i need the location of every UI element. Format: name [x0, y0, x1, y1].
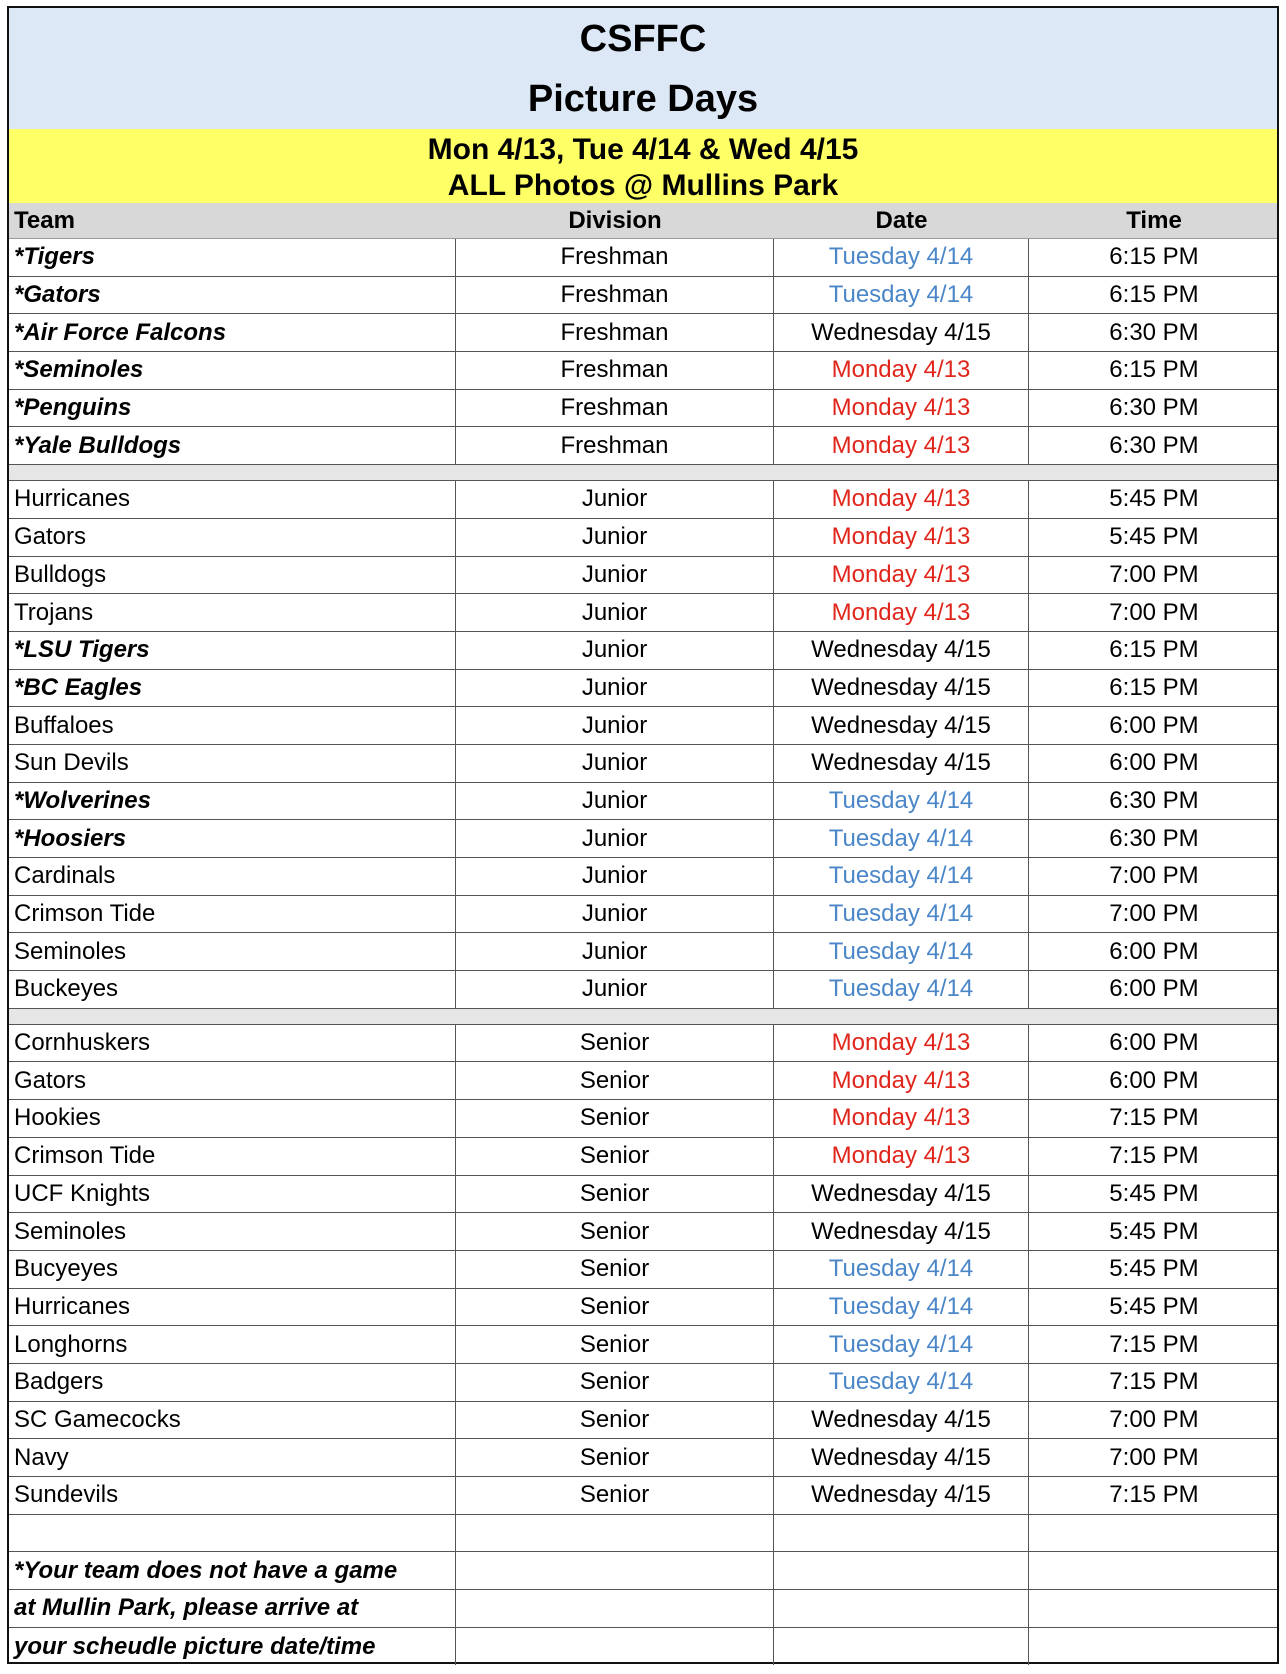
time-cell: 7:00 PM	[1109, 560, 1199, 588]
time-cell: 7:15 PM	[1109, 1368, 1199, 1396]
time-cell: 5:45 PM	[1109, 1255, 1199, 1283]
team-cell: Sundevils	[9, 1477, 456, 1514]
time-cell: 7:00 PM	[1109, 862, 1199, 890]
time-cell: 5:45 PM	[1109, 1179, 1199, 1207]
division-cell: Junior	[456, 971, 774, 1008]
division-separator	[9, 1009, 1277, 1025]
table-row	[9, 896, 1277, 934]
table-row	[9, 1138, 1277, 1176]
footnote-text: your scheudle picture date/time	[9, 1628, 456, 1666]
empty-cell	[1029, 1515, 1279, 1552]
empty-cell	[1029, 1590, 1279, 1627]
schedule-table-body	[9, 239, 1277, 1665]
time-cell: 6:30 PM	[1109, 318, 1199, 346]
division-cell: Senior	[456, 1364, 774, 1401]
team-cell: *Wolverines	[9, 783, 456, 820]
division-separator	[9, 465, 1277, 481]
table-row	[9, 858, 1277, 896]
team-cell: Crimson Tide	[9, 896, 456, 933]
table-row	[9, 1213, 1277, 1251]
table-row	[9, 632, 1277, 670]
page-title: Picture Days	[527, 78, 759, 120]
empty-cell	[774, 1515, 1029, 1552]
date-cell: Monday 4/13	[774, 352, 1029, 389]
table-row	[9, 277, 1277, 315]
date-cell: Monday 4/13	[774, 390, 1029, 427]
time-cell: 6:00 PM	[1109, 1066, 1199, 1094]
table-row	[9, 352, 1277, 390]
team-cell: Navy	[9, 1439, 456, 1476]
time-cell: 6:30 PM	[1109, 431, 1199, 459]
division-cell: Junior	[456, 481, 774, 518]
table-row	[9, 481, 1277, 519]
division-cell: Junior	[456, 933, 774, 970]
footnote-row	[9, 1628, 1277, 1666]
table-row	[9, 1326, 1277, 1364]
time-cell: 6:00 PM	[1109, 1029, 1199, 1057]
table-row	[9, 1364, 1277, 1402]
time-cell: 7:15 PM	[1109, 1104, 1199, 1132]
division-cell: Junior	[456, 519, 774, 556]
table-row	[9, 1289, 1277, 1327]
division-cell: Senior	[456, 1326, 774, 1363]
banner-dates: Mon 4/13, Tue 4/14 & Wed 4/15	[427, 133, 859, 166]
time-cell: 6:15 PM	[1109, 243, 1199, 271]
division-cell: Senior	[456, 1251, 774, 1288]
empty-cell	[456, 1515, 774, 1552]
date-cell: Monday 4/13	[774, 481, 1029, 518]
division-cell: Junior	[456, 632, 774, 669]
banner-location: ALL Photos @ Mullins Park	[447, 169, 839, 202]
table-row	[9, 427, 1277, 465]
time-cell: 6:15 PM	[1109, 636, 1199, 664]
date-cell: Tuesday 4/14	[774, 896, 1029, 933]
time-cell: 7:00 PM	[1109, 1443, 1199, 1471]
table-row	[9, 670, 1277, 708]
table-row	[9, 314, 1277, 352]
date-cell: Tuesday 4/14	[774, 783, 1029, 820]
team-cell: *Air Force Falcons	[9, 314, 456, 351]
time-cell: 7:00 PM	[1109, 900, 1199, 928]
time-cell: 6:15 PM	[1109, 356, 1199, 384]
time-cell: 6:30 PM	[1109, 394, 1199, 422]
table-row	[9, 1176, 1277, 1214]
team-cell: Seminoles	[9, 1213, 456, 1250]
division-cell: Freshman	[456, 314, 774, 351]
division-cell: Senior	[456, 1213, 774, 1250]
table-row	[9, 1477, 1277, 1515]
time-cell: 5:45 PM	[1109, 523, 1199, 551]
table-row	[9, 707, 1277, 745]
date-cell: Tuesday 4/14	[774, 1289, 1029, 1326]
division-cell: Freshman	[456, 390, 774, 427]
table-row	[9, 1439, 1277, 1477]
date-cell: Tuesday 4/14	[774, 971, 1029, 1008]
team-cell: Bucyeyes	[9, 1251, 456, 1288]
empty-cell	[1029, 1552, 1279, 1589]
empty-cell	[456, 1590, 774, 1627]
team-cell: Buffaloes	[9, 707, 456, 744]
team-cell: *BC Eagles	[9, 670, 456, 707]
footnote-text: *Your team does not have a game	[9, 1552, 456, 1589]
division-cell: Senior	[456, 1289, 774, 1326]
team-cell: Sun Devils	[9, 745, 456, 782]
time-cell: 7:00 PM	[1109, 598, 1199, 626]
division-cell: Junior	[456, 707, 774, 744]
time-cell: 7:15 PM	[1109, 1142, 1199, 1170]
table-row	[9, 1402, 1277, 1440]
time-cell: 5:45 PM	[1109, 1217, 1199, 1245]
division-cell: Senior	[456, 1100, 774, 1137]
date-cell: Monday 4/13	[774, 1025, 1029, 1062]
division-cell: Junior	[456, 896, 774, 933]
time-cell: 6:00 PM	[1109, 937, 1199, 965]
time-cell: 6:00 PM	[1109, 749, 1199, 777]
table-row	[9, 1251, 1277, 1289]
date-cell: Tuesday 4/14	[774, 239, 1029, 276]
date-cell: Monday 4/13	[774, 1062, 1029, 1099]
table-row	[9, 390, 1277, 428]
date-cell: Tuesday 4/14	[774, 820, 1029, 857]
team-cell: *Penguins	[9, 390, 456, 427]
time-cell: 6:15 PM	[1109, 281, 1199, 309]
division-cell: Freshman	[456, 427, 774, 464]
time-cell: 5:45 PM	[1109, 485, 1199, 513]
team-cell: Crimson Tide	[9, 1138, 456, 1175]
date-cell: Wednesday 4/15	[774, 1402, 1029, 1439]
date-cell: Wednesday 4/15	[774, 670, 1029, 707]
date-cell: Monday 4/13	[774, 1100, 1029, 1137]
date-cell: Tuesday 4/14	[774, 277, 1029, 314]
time-cell: 7:15 PM	[1109, 1330, 1199, 1358]
team-cell: Cornhuskers	[9, 1025, 456, 1062]
division-cell: Junior	[456, 594, 774, 631]
date-cell: Wednesday 4/15	[774, 1176, 1029, 1213]
date-cell: Monday 4/13	[774, 594, 1029, 631]
date-cell: Tuesday 4/14	[774, 1326, 1029, 1363]
division-cell: Senior	[456, 1025, 774, 1062]
team-cell: *Seminoles	[9, 352, 456, 389]
table-row	[9, 1100, 1277, 1138]
table-row	[9, 933, 1277, 971]
team-cell: Seminoles	[9, 933, 456, 970]
division-cell: Senior	[456, 1402, 774, 1439]
table-row	[9, 557, 1277, 595]
team-cell: Trojans	[9, 594, 456, 631]
time-cell: 6:30 PM	[1109, 786, 1199, 814]
table-row	[9, 745, 1277, 783]
time-cell: 6:15 PM	[1109, 673, 1199, 701]
division-cell: Junior	[456, 783, 774, 820]
date-cell: Tuesday 4/14	[774, 858, 1029, 895]
table-row	[9, 519, 1277, 557]
division-cell: Junior	[456, 557, 774, 594]
date-cell: Monday 4/13	[774, 557, 1029, 594]
empty-cell	[774, 1552, 1029, 1589]
date-cell: Monday 4/13	[774, 1138, 1029, 1175]
footnote-text: at Mullin Park, please arrive at	[9, 1590, 456, 1627]
team-cell: *LSU Tigers	[9, 632, 456, 669]
team-cell: *Yale Bulldogs	[9, 427, 456, 464]
time-cell: 6:00 PM	[1109, 711, 1199, 739]
division-cell: Senior	[456, 1439, 774, 1476]
empty-cell	[774, 1590, 1029, 1627]
time-cell: 6:30 PM	[1109, 824, 1199, 852]
title-block	[9, 8, 1277, 129]
empty-cell	[774, 1628, 1029, 1666]
header-time: Time	[1126, 207, 1182, 234]
footnote-row	[9, 1552, 1277, 1590]
team-cell: Badgers	[9, 1364, 456, 1401]
date-cell: Tuesday 4/14	[774, 933, 1029, 970]
team-cell: *Gators	[9, 277, 456, 314]
team-cell: Hookies	[9, 1100, 456, 1137]
empty-cell	[456, 1552, 774, 1589]
date-cell: Monday 4/13	[774, 519, 1029, 556]
schedule-sheet	[7, 6, 1279, 1664]
team-cell: Buckeyes	[9, 971, 456, 1008]
division-cell: Junior	[456, 670, 774, 707]
empty-cell	[456, 1628, 774, 1666]
team-cell: Hurricanes	[9, 481, 456, 518]
table-row	[9, 820, 1277, 858]
table-row	[9, 1062, 1277, 1100]
team-cell: SC Gamecocks	[9, 1402, 456, 1439]
blank-row	[9, 1515, 1277, 1553]
division-cell: Freshman	[456, 352, 774, 389]
time-cell: 7:15 PM	[1109, 1481, 1199, 1509]
team-cell: Cardinals	[9, 858, 456, 895]
date-cell: Wednesday 4/15	[774, 632, 1029, 669]
division-cell: Senior	[456, 1138, 774, 1175]
date-cell: Monday 4/13	[774, 427, 1029, 464]
header-date: Date	[875, 207, 928, 234]
dates-banner	[9, 129, 1277, 203]
table-row	[9, 783, 1277, 821]
date-cell: Wednesday 4/15	[774, 1213, 1029, 1250]
team-cell: Hurricanes	[9, 1289, 456, 1326]
time-cell: 5:45 PM	[1109, 1292, 1199, 1320]
date-cell: Tuesday 4/14	[774, 1251, 1029, 1288]
date-cell: Wednesday 4/15	[774, 314, 1029, 351]
header-division: Division	[568, 207, 662, 234]
header-team: Team	[14, 207, 75, 234]
footnote-row	[9, 1590, 1277, 1628]
date-cell: Wednesday 4/15	[774, 745, 1029, 782]
division-cell: Junior	[456, 745, 774, 782]
org-title: CSFFC	[579, 18, 707, 60]
time-cell: 6:00 PM	[1109, 975, 1199, 1003]
team-cell: *Hoosiers	[9, 820, 456, 857]
division-cell: Senior	[456, 1176, 774, 1213]
division-cell: Freshman	[456, 277, 774, 314]
table-row	[9, 594, 1277, 632]
team-cell: Gators	[9, 1062, 456, 1099]
table-row	[9, 971, 1277, 1009]
table-header	[9, 203, 1277, 239]
date-cell: Wednesday 4/15	[774, 1477, 1029, 1514]
date-cell: Wednesday 4/15	[774, 1439, 1029, 1476]
division-cell: Freshman	[456, 239, 774, 276]
team-cell: UCF Knights	[9, 1176, 456, 1213]
division-cell: Senior	[456, 1062, 774, 1099]
empty-cell	[1029, 1628, 1279, 1666]
division-cell: Junior	[456, 820, 774, 857]
time-cell: 7:00 PM	[1109, 1405, 1199, 1433]
table-row	[9, 1025, 1277, 1063]
division-cell: Junior	[456, 858, 774, 895]
team-cell: Gators	[9, 519, 456, 556]
division-cell: Senior	[456, 1477, 774, 1514]
date-cell: Wednesday 4/15	[774, 707, 1029, 744]
team-cell: Longhorns	[9, 1326, 456, 1363]
team-cell: *Tigers	[9, 239, 456, 276]
table-row	[9, 239, 1277, 277]
empty-cell	[9, 1515, 456, 1552]
date-cell: Tuesday 4/14	[774, 1364, 1029, 1401]
team-cell: Bulldogs	[9, 557, 456, 594]
